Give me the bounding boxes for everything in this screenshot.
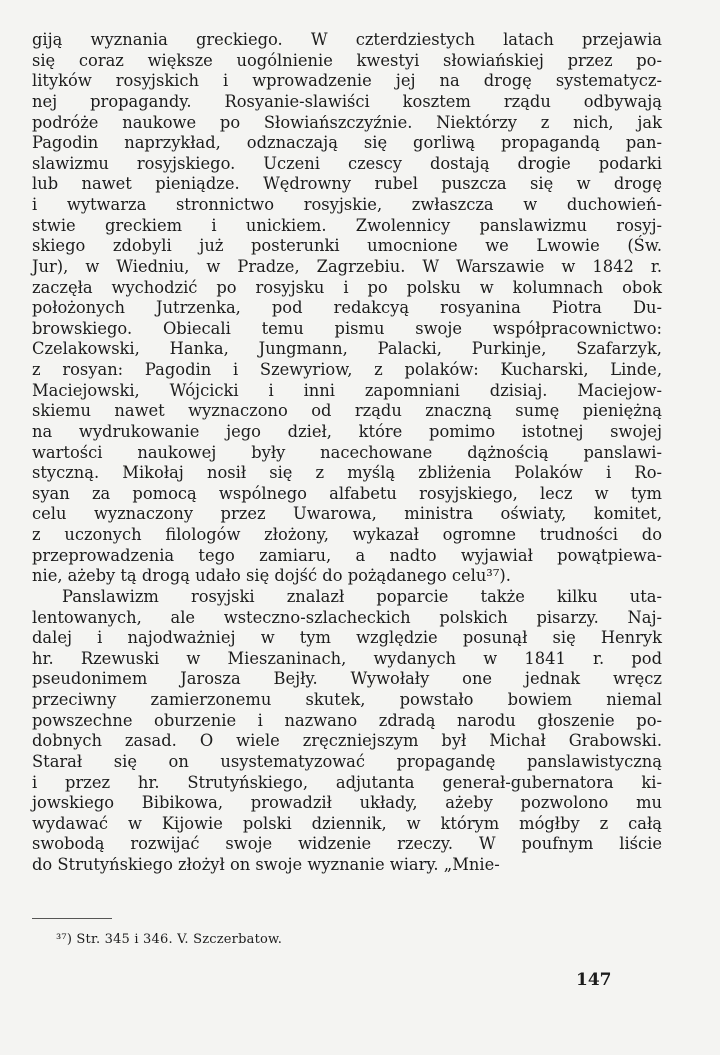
text-line: z rosyan: Pagodin i Szewyriow, z polaków: Kucharski, Linde, (32, 360, 662, 379)
text-line: się coraz większe uogólnienie kwestyi słowiańskiej przez po- (32, 50, 662, 70)
text-line: browskiego. Obiecali temu pismu swoje współpracownictwo: (32, 318, 662, 338)
text-line: dalej i najodważniej w tym względzie posunął się Henryk (32, 628, 662, 648)
paragraph (32, 587, 662, 876)
text-line: przeciwny zamierzonemu skutek, powstało bowiem niemal (32, 690, 662, 709)
text-line: lub nawet pieniądze. Wędrowny rubel puszcza się w drogę (32, 174, 662, 194)
text-line: zaczęła wychodzić po rosyjsku i po polsku w kolumnach obok (32, 277, 662, 297)
text-line: jowskiego Bibikowa, prowadził układy, ażeby pozwolono mu (32, 793, 662, 813)
text-line: skiemu nawet wyznaczono od rządu znaczną sumę pieniężną (32, 401, 662, 421)
text-line: z uczonych filologów złożony, wykazał ogromne trudności do (32, 525, 662, 544)
text-line: dobnych zasad. O wiele zręczniejszym był Michał Grabowski. (32, 731, 662, 751)
text-line: położonych Jutrzenka, pod redakcyą rosyanina Piotra Du- (32, 298, 662, 318)
text-line: slawizmu rosyjskiego. Uczeni czescy dostają drogie podarki (32, 153, 662, 173)
text-line: hr. Rzewuski w Mieszaninach, wydanych w 1841 r. pod (32, 648, 662, 668)
text-line: Czelakowski, Hanka, Jungmann, Palacki, Purkinje, Szafarzyk, (32, 339, 662, 359)
text-line: lentowanych, ale wsteczno-szlacheckich polskich pisarzy. Naj- (32, 607, 662, 627)
body-text (32, 30, 662, 876)
text-line: skiego zdobyli już posterunki umocnione we Lwowie (Św. (32, 236, 662, 256)
text-line: Jur), w Wiedniu, w Pradze, Zagrzebiu. W Warszawie w 1842 r. (32, 256, 662, 276)
text-line: do Strutyńskiego złożył on swoje wyznanie wiary. „Mnie- (32, 855, 500, 874)
text-line: styczną. Mikołaj nosił się z myślą zbliżenia Polaków i Ro- (32, 463, 662, 483)
text-line: nej propagandy. Rosyanie-slawiści kosztem rządu odbywają (32, 91, 662, 111)
text-line: Pagodin naprzykład, odznaczają się gorliwą propagandą pan- (32, 133, 662, 153)
text-line: swobodą rozwijać swoje widzenie rzeczy. W poufnym liście (32, 834, 662, 854)
text-line: giją wyznania greckiego. W czterdziestych latach przejawia (32, 30, 662, 49)
text-line: stwie greckiem i unickiem. Zwolennicy panslawizmu rosyj- (32, 215, 662, 235)
text-line: Maciejowski, Wójcicki i inni zapomniani dzisiaj. Maciejow- (32, 380, 662, 400)
text-line: celu wyznaczony przez Uwarowa, ministra oświaty, komitet, (32, 504, 662, 524)
footnote-divider (32, 918, 112, 919)
text-line: pseudonimem Jarosza Bejły. Wywołały one jednak wręcz (32, 669, 662, 689)
footnote: ³⁷) Str. 345 i 346. V. Szczerbatow. (56, 932, 283, 947)
text-line: podróże naukowe po Słowiańszczyźnie. Niektórzy z nich, jak (32, 112, 662, 132)
text-line: Starał się on usystematyzować propagandę panslawistyczną (32, 751, 662, 771)
text-line: i wytwarza stronnictwo rosyjskie, zwłaszcza w duchowień- (32, 195, 662, 214)
text-line: wydawać w Kijowie polski dziennik, w którym mógłby z całą (32, 813, 662, 833)
text-line: powszechne oburzenie i nazwano zdradą narodu głoszenie po- (32, 710, 662, 730)
text-line: wartości naukowej były nacechowane dążnością panslawi- (32, 442, 662, 462)
text-line: nie, ażeby tą drogą udało się dojść do pożądanego celu³⁷). (32, 566, 511, 586)
text-line: syan za pomocą wspólnego alfabetu rosyjskiego, lecz w tym (32, 483, 662, 503)
text-line: na wydrukowanie jego dzieł, które pomimo istotnej swojej (32, 421, 662, 441)
text-line: lityków rosyjskich i wprowadzenie jej na drogę systematycz- (32, 71, 662, 91)
text-line: przeprowadzenia tego zamiaru, a nadto wyjawiał powątpiewa- (32, 545, 662, 565)
text-line: Panslawizm rosyjski znalazł poparcie także kilku uta- (62, 586, 662, 606)
paragraph (32, 30, 662, 587)
page-number: 147 (576, 970, 612, 990)
text-line: i przez hr. Strutyńskiego, adjutanta generał-gubernatora ki- (32, 772, 662, 792)
